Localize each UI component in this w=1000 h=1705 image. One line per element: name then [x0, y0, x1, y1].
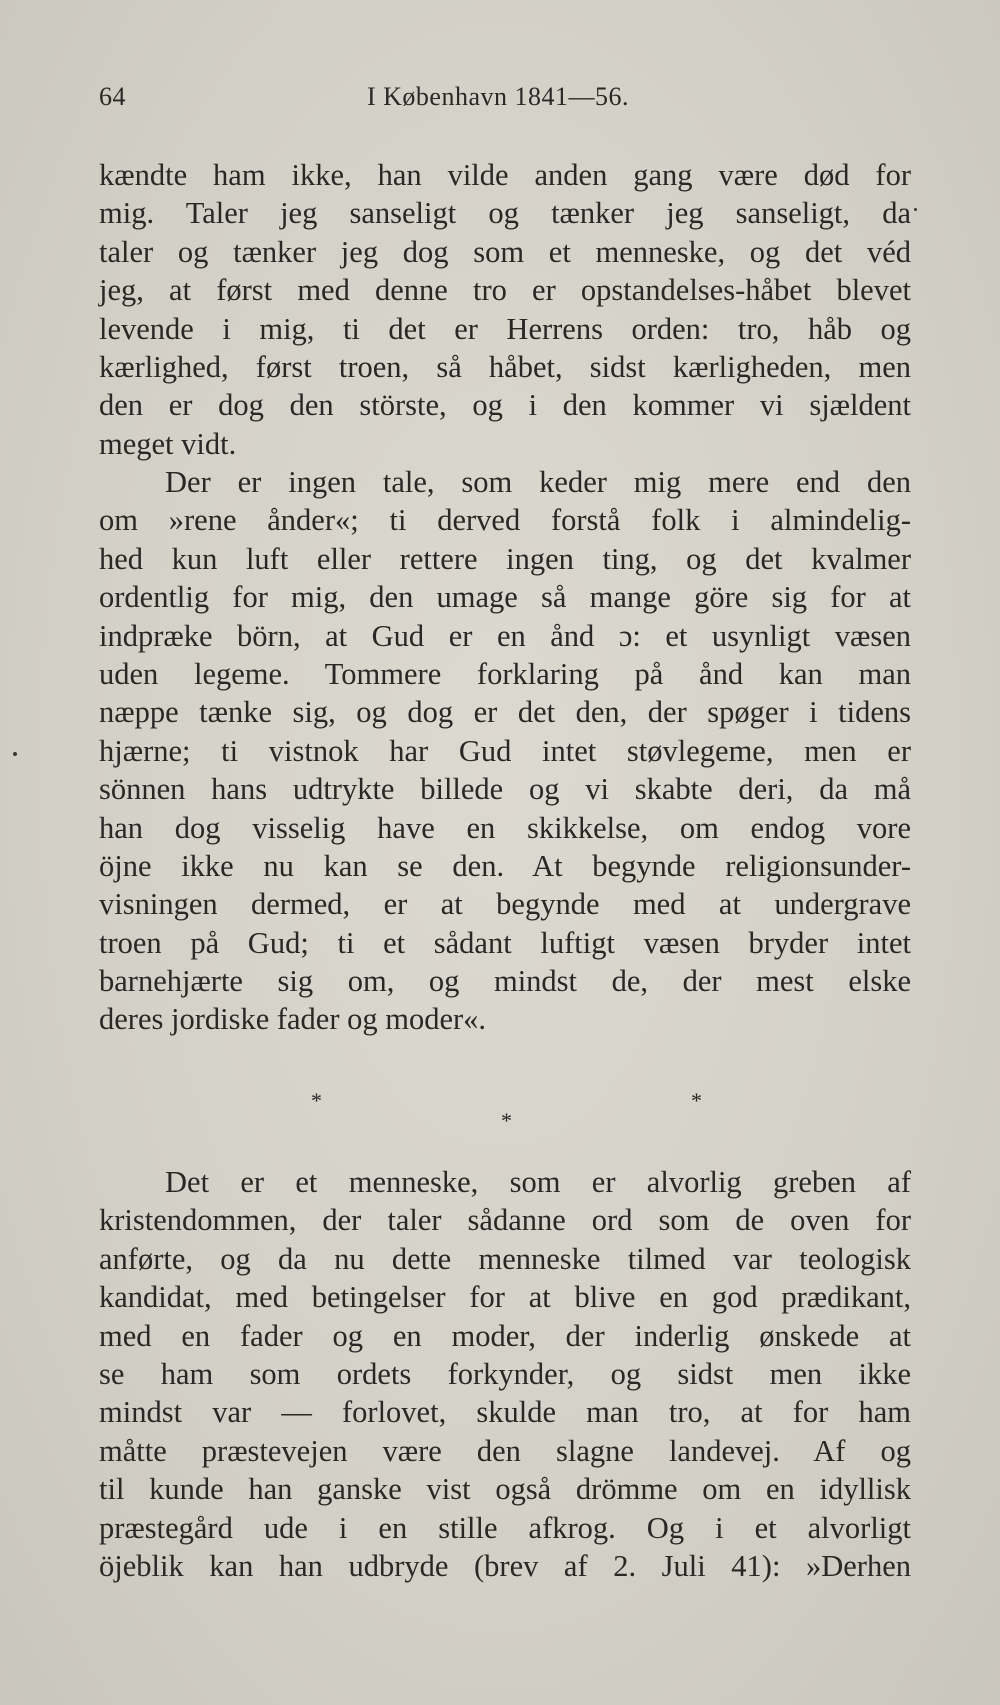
- text-line: sönnen hans udtrykte billede og vi skabte deri, da må: [99, 772, 911, 807]
- text-line: præstegård ude i en stille afkrog. Og i et alvorligt: [99, 1510, 911, 1545]
- text-line: jeg, at først med denne tro er opstandelses-håbet blevet: [99, 273, 911, 308]
- text-line: hjærne; ti vistnok har Gud intet støvlegeme, men er: [99, 733, 911, 768]
- text-line: Det er et menneske, som er alvorlig greben af: [165, 1165, 911, 1199]
- text-line: kandidat, med betingelser for at blive en god prædikant,: [99, 1280, 911, 1315]
- text-line: med en fader og en moder, der inderlig ønskede at: [99, 1318, 911, 1353]
- ink-speck: [13, 752, 17, 756]
- text-line: mig. Taler jeg sanseligt og tænker jeg sanseligt, da: [99, 196, 911, 231]
- running-head: I København 1841—56.: [367, 82, 630, 111]
- text-line: kristendommen, der taler sådanne ord som de oven for: [99, 1203, 911, 1238]
- text-line: den er dog den störste, og i den kommer vi sjældent: [99, 388, 911, 423]
- text-line: meget vidt.: [99, 426, 237, 461]
- paragraph-1: [99, 156, 911, 463]
- text-line: han dog visselig have en skikkelse, om endog vore: [99, 810, 911, 845]
- text-line: barnehjærte sig om, og mindst de, der mest elske: [99, 964, 911, 999]
- text-line: hed kun luft eller rettere ingen ting, og det kvalmer: [99, 541, 911, 576]
- text-line: deres jordiske fader og moder«.: [99, 1002, 487, 1037]
- text-line: mindst var — forlovet, skulde man tro, at for ham: [99, 1395, 911, 1430]
- text-line: öjne ikke nu kan se den. At begynde religionsunder-: [99, 848, 911, 883]
- text-line: Der er ingen tale, som keder mig mere end den: [165, 465, 911, 499]
- text-line: om »rene ånder«; ti derved forstå folk i almindelig-: [99, 503, 911, 538]
- text-line: ordentlig for mig, den umage så mange göre sig for at: [99, 580, 911, 615]
- text-line: visningen dermed, er at begynde med at undergrave: [99, 887, 911, 922]
- section-separator: [99, 1084, 911, 1144]
- ink-speck: [914, 208, 917, 211]
- text-line: indpræke börn, at Gud er en ånd ɔ: et usynligt væsen: [99, 618, 911, 653]
- page-number: 64: [99, 82, 126, 111]
- text-line: kærlighed, først troen, så håbet, sidst kærligheden, men: [99, 349, 911, 384]
- text-line: til kunde han ganske vist også drömme om en idyllisk: [99, 1472, 911, 1507]
- text-line: næppe tænke sig, og dog er det den, der spøger i tidens: [99, 695, 911, 730]
- text-line: öjeblik kan han udbryde (brev af 2. Juli 41): »Derhen: [99, 1548, 911, 1583]
- text-line: se ham som ordets forkynder, og sidst men ikke: [99, 1356, 911, 1391]
- text-line: måtte præstevejen være den slagne landevej. Af og: [99, 1433, 911, 1468]
- asterisk: *: [691, 1088, 702, 1113]
- page-header: [99, 82, 909, 122]
- asterisk: *: [501, 1108, 512, 1133]
- text-line: uden legeme. Tommere forklaring på ånd kan man: [99, 656, 911, 691]
- text-line: anførte, og da nu dette menneske tilmed var teologisk: [99, 1241, 911, 1276]
- text-line: taler og tænker jeg dog som et menneske, og det véd: [99, 234, 911, 269]
- paragraph-3: [99, 1163, 911, 1585]
- text-line: kændte ham ikke, han vilde anden gang være død for: [99, 158, 911, 192]
- text-line: troen på Gud; ti et sådant luftigt væsen bryder intet: [99, 925, 911, 960]
- text-line: levende i mig, ti det er Herrens orden: tro, håb og: [99, 311, 911, 346]
- paragraph-2: [99, 463, 911, 1039]
- asterisk: *: [311, 1088, 322, 1113]
